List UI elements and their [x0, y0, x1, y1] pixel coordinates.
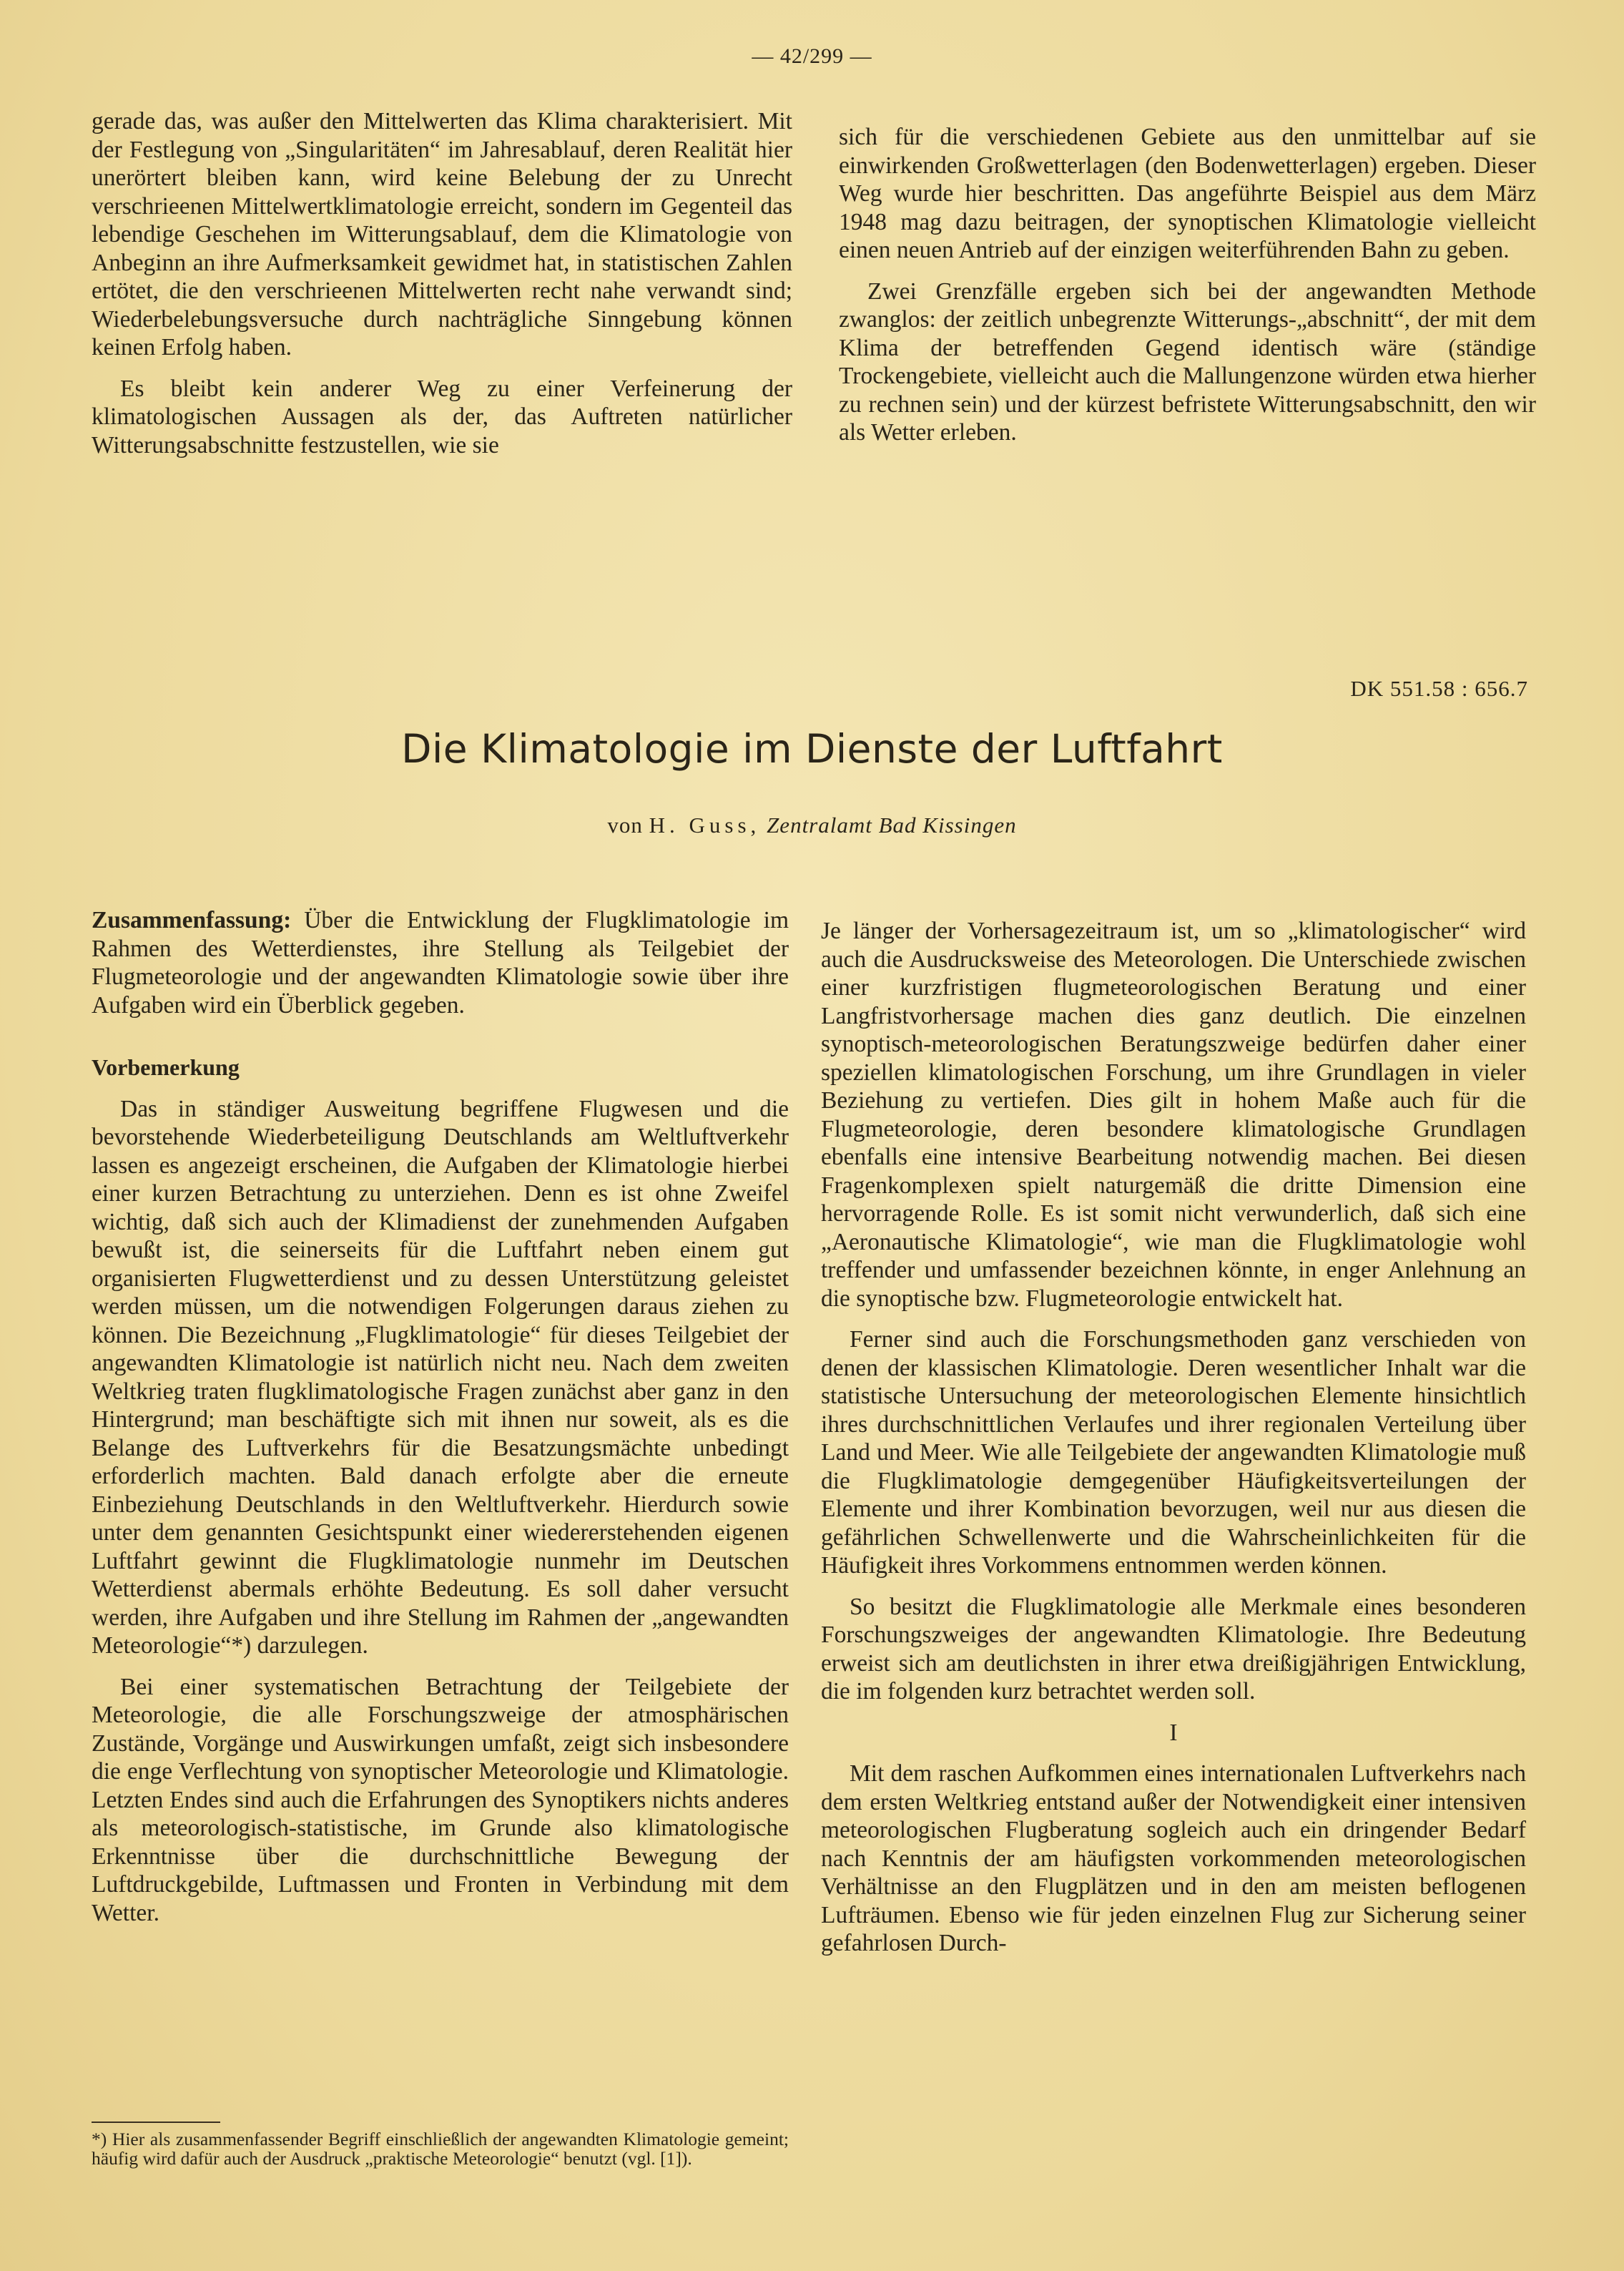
paragraph: Zwei Grenzfälle ergeben sich bei der angewandten Methode zwanglos: der zeitlich unbegrenzte Witterungs-„abschnitt“, der mit dem Klima der betreffenden Gegend identisch wäre (ständige Trockengebiete, vielleicht auch die Mallungenzone würden etwa hierher zu rechnen sein) und der kürzest befristete Witterungsabschnitt, den wir als Wetter erleben. [839, 278, 1536, 446]
summary [92, 906, 789, 1019]
dk-classification: DK 551.58 : 656.7 [1350, 676, 1528, 701]
paragraph: Ferner sind auch die Forschungsmethoden ganz verschieden von denen der klassischen Klimatologie. Deren wesentlicher Inhalt war die statistische Untersuchung der meteorologischen Elemente hinsichtlich ihres durchschnittlichen Verlaufes und ihrer regionalen Verteilung über Land und Meer. Wie alle Teilgebiete der angewandten Klimatologie muß die Flugklimatologie demgegenüber Häufigkeitsverteilungen der Elemente und ihrer Kombination bevorzugen, weil nur aus diesen die gefährlichen Schwellenwerte und die Wahrscheinlichkeiten für die Häufigkeit ihres Vorkommens entnommen werden können. [821, 1326, 1526, 1579]
paragraph: Bei einer systematischen Betrachtung der Teilgebiete der Meteorologie, die alle Forschungszweige der atmosphärischen Zustände, Vorgänge und Auswirkungen umfaßt, zeigt sich insbesondere die enge Verflechtung von synoptischer Meteorologie und Klimatologie. Letzten Endes sind auch die Erfahrungen des Synoptikers nichts anderes als meteorologisch-statistische, im Grunde also klimatologische Erkenntnisse über die durchschnittliche Bewegung der Luftdruckgebilde, Luftmassen und Fronten in Verbindung mit dem Wetter. [92, 1673, 789, 1926]
footnote: *) Hier als zusammenfassender Begriff einschließlich der angewandten Klimatologie gemeint; häufig wird dafür auch der Ausdruck „praktische Meteorologie“ benutzt (vgl. [1]). [92, 2129, 789, 2169]
page-number: — 42/299 — [752, 44, 872, 68]
bottom-right-column [821, 917, 1526, 1971]
section-number: I [1169, 1719, 1178, 1746]
author-affiliation: Zentralamt Bad Kissingen [767, 813, 1017, 838]
paragraph: Es bleibt kein anderer Weg zu einer Verfeinerung der klimatologischen Aussagen als der, das Auftreten natürlicher Witterungsabschnitte festzustellen, wie sie [92, 375, 792, 458]
bottom-left-column [92, 906, 789, 1940]
author-name: H. Guss, [649, 813, 761, 838]
paragraph: So besitzt die Flugklimatologie alle Merkmale eines besonderen Forschungszweiges der angewandten Klimatologie. Ihre Bedeutung erweist sich am deutlichsten in ihrer etwa dreißigjährigen Entwicklung, die im folgenden kurz betrachtet werden soll. [821, 1593, 1526, 1705]
paragraph: Je länger der Vorhersagezeitraum ist, um so „klimatologischer“ wird auch die Ausdrucksweise des Meteorologen. Die Unterschiede zwischen einer kurzfristigen flugmeteorologischen Beratung und einer Langfristvorhersage machen dies ganz deutlich. Die einzelnen synoptisch-meteorologischen Beratungszweige bedürfen daher einer speziellen klimatologischen Forschung, um ihre Grundlagen in vieler Beziehung zu vertiefen. Dies gilt in hohem Maße auch für die Flugmeteorologie, deren besondere klimatologische Grundlagen ebenfalls eine intensive Bearbeitung notwendig machen. Bei diesen Fragenkomplexen spielt naturgemäß die dritte Dimension eine hervorragende Rolle. Es ist somit nicht verwunderlich, daß sich eine „Aeronautische Klimatologie“, wie man die Flugklimatologie wohl treffender und umfassender bezeichnen könnte, in enger Anlehnung an die synoptische bzw. Flugmeteorologie entwickelt hat. [821, 918, 1526, 1312]
paragraph: sich für die verschiedenen Gebiete aus den unmittelbar auf sie einwirkenden Großwetterlagen (den Bodenwetterlagen) ergeben. Dieser Weg wurde hier beschritten. Das angeführte Beispiel aus dem März 1948 mag dazu beitragen, der synoptischen Klimatologie vielleicht einen neuen Antrieb auf der einzigen weiterführenden Bahn zu geben. [839, 124, 1536, 263]
byline [0, 813, 1624, 838]
paragraph: Mit dem raschen Aufkommen eines internationalen Luftverkehrs nach dem ersten Weltkrieg entstand außer der Notwendigkeit einer intensiven meteorologischen Flugberatung sogleich auch ein dringender Bedarf nach Kenntnis der am häufigsten vorkommenden meteorologischen Verhältnisse an den Flugplätzen und in den am meisten beflogenen Lufträumen. Ebenso wie für jeden einzelnen Flug zur Sicherung seiner gefahrlosen Durch- [821, 1760, 1526, 1956]
top-right-column [839, 123, 1536, 460]
footnote-divider [92, 2122, 220, 2123]
summary-text: Über die Entwicklung der Flugklimatologie im Rahmen des Wetterdienstes, ihre Stellung als Teilgebiet der Flugmeteorologie und der angewandten Klimatologie sowie über ihre Aufgaben wird ein Überblick gegeben. [92, 907, 789, 1019]
byline-prefix: von [607, 813, 643, 838]
section-heading: Vorbemerkung [92, 1054, 240, 1080]
paragraph: Das in ständiger Ausweitung begriffene Flugwesen und die bevorstehende Wiederbeteiligung Deutschlands am Weltluftverkehr lassen es angezeigt erscheinen, die Aufgaben der Klimatologie hierbei einer kurzen Betrachtung zu unterziehen. Denn es ist ohne Zweifel wichtig, daß sich auch der Klimadienst der zunehmenden Aufgaben bewußt ist, die seinerseits für die Luftfahrt neben einem gut organisierten Flugwetterdienst und zu dessen Unterstützung geleistet werden müssen, um die notwendigen Folgerungen daraus ziehen zu können. Die Bezeichnung „Flugklimatologie“ für dieses Teilgebiet der angewandten Klimatologie ist natürlich nicht neu. Nach dem zweiten Weltkrieg traten flugklimatologische Fragen zunächst aber ganz in den Hintergrund; man beschäftigte sich mit ihnen nur soweit, als es die Belange des Luftverkehrs für die Besatzungsmächte unbedingt erforderlich machten. Bald danach erfolgte aber die erneute Einbeziehung Deutschlands in den Weltluftverkehr. Hierdurch sowie unter dem genannten Gesichtspunkt einer wiedererstehenden eigenen Luftfahrt gewinnt die Flugklimatologie nunmehr im Deutschen Wetterdienst abermals erhöhte Bedeutung. Es soll daher versucht werden, ihre Aufgaben und ihre Stellung im Rahmen der „angewandten Meteorologie“*) darzulegen. [92, 1095, 789, 1659]
article-title: Die Klimatologie im Dienste der Luftfahrt [401, 726, 1223, 772]
paragraph: gerade das, was außer den Mittelwerten das Klima charakterisiert. Mit der Festlegung von „Singularitäten“ im Jahresablauf, deren Realität hier unerörtert bleiben kann, wird keine Belebung der zu Unrecht verschrieenen Mittelwertklimatologie erreicht, sondern im Gegenteil das lebendige Geschehen im Witterungsablauf, dem die Klimatologie von Anbeginn an ihre Aufmerksamkeit gewidmet hat, in statistischen Zahlen ertötet, die den verschrieenen Mittelwerten recht nahe verwandt sind; Wiederbelebungsversuche durch nachträgliche Sinngebung können keinen Erfolg haben. [92, 108, 792, 360]
summary-label: Zusammenfassung: [92, 907, 292, 933]
top-left-column [92, 107, 792, 472]
